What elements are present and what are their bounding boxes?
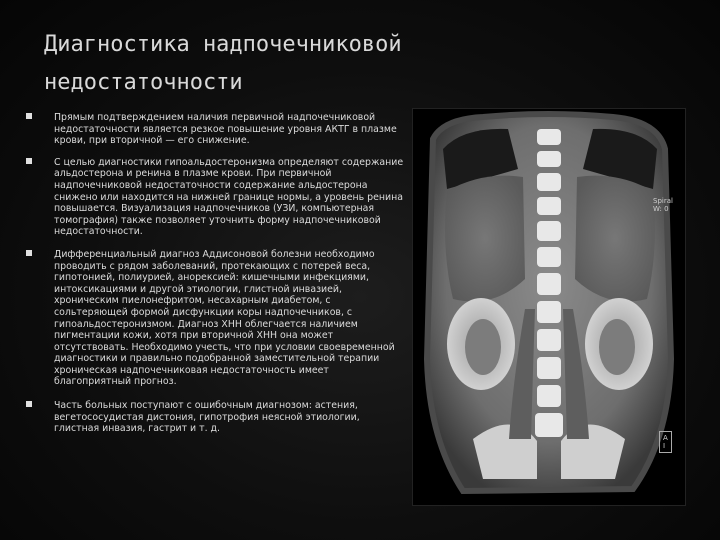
bullet-text: Прямым подтверждением наличия первичной надпочечниковой недостаточности является резкое повышение уровня АКТГ в плазме крови, при вторичной — его снижение. [54, 112, 397, 147]
bullet-marker-icon [26, 113, 32, 119]
spine [535, 129, 563, 437]
bullet-marker-icon [26, 401, 32, 407]
slide-title: Диагностика надпочечниковой недостаточности [44, 32, 402, 95]
bullet-item [26, 112, 406, 147]
bullet-text: С целью диагностики гипоальдостеронизма определяют содержание альдостерона и ренина в плазме крови. При первичной надпочечниковой недостаточности содержание альдостерона снижено или находится на нижней границе нормы, а уровень ренина повышается. Визуализация надпочечников (УЗИ, компьютерная томография) также позволяет уточнить форму надпочечниковой недостаточности. [54, 156, 404, 238]
ct-scan-image [412, 108, 686, 506]
ct-label-line: A [663, 434, 668, 442]
ct-label-line: I [663, 442, 666, 450]
bullet-item [26, 400, 406, 435]
bullet-item [26, 249, 406, 388]
ct-scan-drawing [413, 109, 685, 505]
ct-label-bottom-right [659, 431, 672, 453]
ct-label-line: Spiral [653, 197, 673, 205]
bullet-marker-icon [26, 250, 32, 256]
bullet-text: Дифференциальный диагноз Аддисоновой болезни необходимо проводить с рядом заболеваний, протекающих с потерей веса, гипотонией, полиурией, анорексией: кишечными инфекциями, интоксикациями и другой этиологии, глистной инвазией, хроническим пиелонефритом, несахарным диабетом, с сольтеряющей формой дисфункции коры надпочечников, с гипоальдостеронизмом. Диагноз ХНН облегчается наличием пигментации кожи, хотя при вторичной ХНН она может отсутствовать. Необходимо учесть, что при условии своевременной диагностики и правильно подобранной заместительной терапии хроническая надпочечниковая недостаточность имеет благоприятный прогноз. [54, 248, 395, 388]
bullet-text: Часть больных поступают с ошибочным диагнозом: астения, вегетососудистая дистония, гипотрофия неясной этиологии, глистная инвазия, гастрит и т. д. [54, 400, 360, 435]
liver [445, 176, 525, 302]
ct-label-line: W: 0 [653, 205, 669, 213]
bullet-list [26, 112, 406, 435]
ct-label-top-right [653, 197, 673, 213]
spleen [575, 176, 655, 302]
bullet-marker-icon [26, 158, 32, 164]
bullet-item [26, 157, 406, 238]
